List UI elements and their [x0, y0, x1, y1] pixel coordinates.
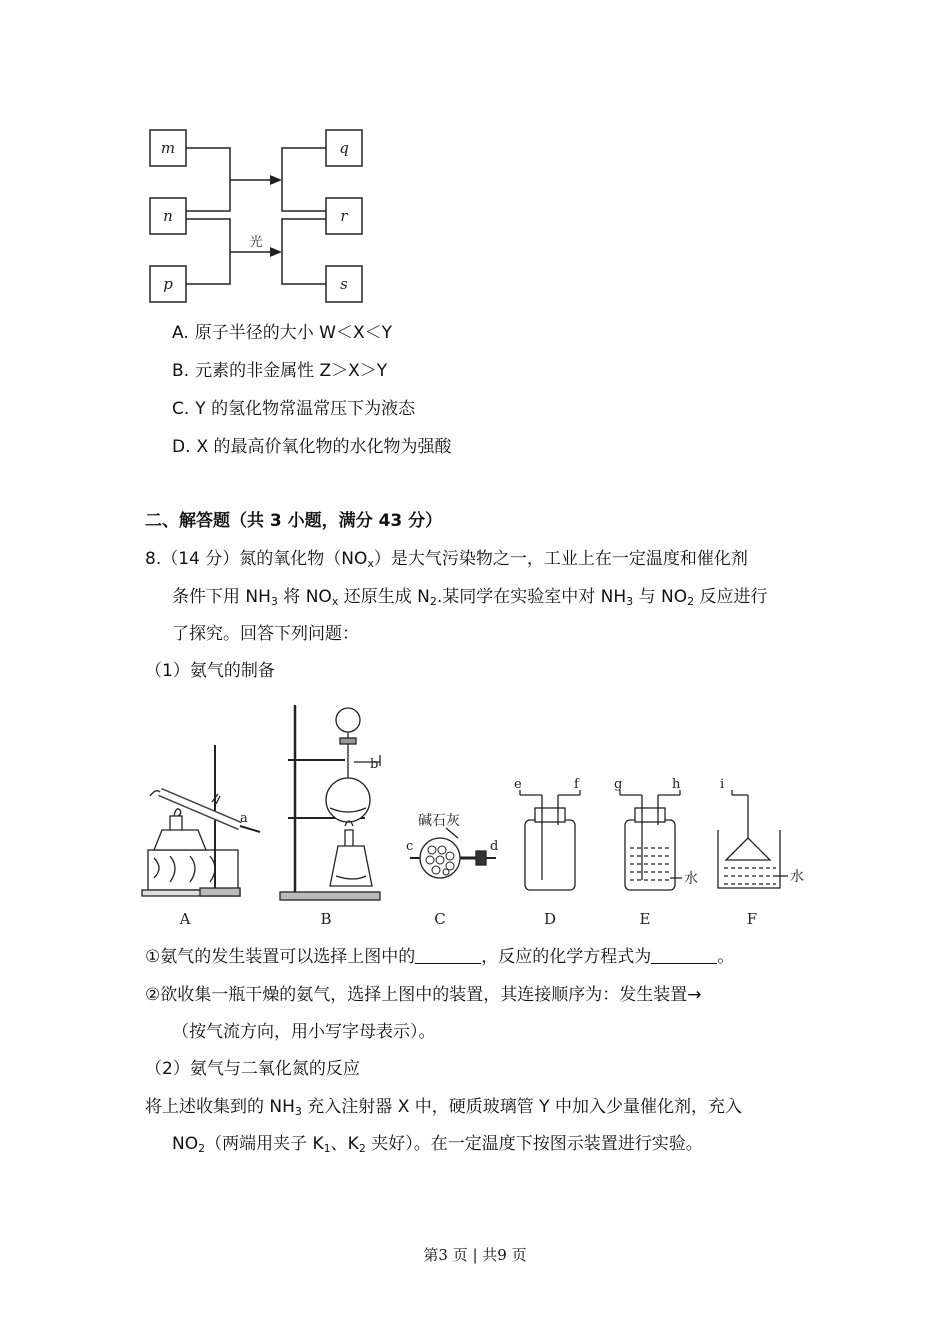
apparatus-d — [520, 790, 580, 890]
question-8-line-3: 了探究。回答下列问题： — [172, 624, 359, 644]
option-d: D. X 的最高价氧化物的水化物为强酸 — [172, 437, 452, 457]
box-q-label: q — [339, 139, 349, 157]
page-footer: 第3 页 | 共9 页 — [423, 1246, 527, 1264]
question-1-line: ①氨气的发生装置可以选择上图中的 ，反应的化学方程式为 。 — [145, 947, 735, 967]
question-2-line-1: ②欲收集一瓶干燥的氨气，选择上图中的装置，其连接顺序为：发生装置→ — [145, 985, 702, 1005]
label-f: F — [746, 910, 758, 928]
label-a: A — [179, 910, 191, 928]
label-c: C — [434, 910, 446, 928]
port-b: b — [370, 757, 379, 772]
port-g: g — [614, 777, 623, 792]
option-b: B. 元素的非金属性 Z＞X＞Y — [172, 361, 388, 381]
port-c: c — [406, 839, 414, 854]
part-2-title: （2）氨气与二氧化氮的反应 — [145, 1059, 360, 1079]
part-2-line-2: $NO_2$（两端用夹子 $K_1$、$K_2$ 夹好）。在一定温度下按图示装置进行实验。 — [172, 1134, 703, 1155]
water-label-f: 水 — [790, 869, 804, 885]
box-s-label: s — [340, 275, 348, 293]
option-c: C. Y 的氢化物常温常压下为液态 — [172, 399, 416, 419]
answer-blank-2[interactable] — [651, 947, 717, 964]
label-e: E — [639, 910, 651, 928]
apparatus-figure — [140, 700, 820, 935]
section-heading: 二、解答题（共 3 小题，满分 43 分） — [145, 511, 443, 531]
question-2-line-2: （按气流方向，用小写字母表示）。 — [172, 1022, 436, 1042]
question-8-line-1: 8.（14 分）氮的氧化物$(NO_x)$是大气污染物之一，工业上在一定温度和催化剂 — [145, 549, 748, 570]
port-f: f — [574, 777, 579, 792]
answer-blank-1[interactable] — [415, 947, 481, 964]
box-r-label: r — [340, 207, 348, 225]
port-i: i — [720, 777, 725, 792]
water-label-e: 水 — [684, 871, 698, 887]
part-1-title: （1）氨气的制备 — [145, 661, 275, 681]
option-a: A. 原子半径的大小 W＜X＜Y — [172, 323, 392, 343]
port-h: h — [672, 777, 681, 792]
apparatus-b — [280, 705, 380, 900]
box-n-label: n — [163, 207, 173, 225]
light-label: 光 — [249, 235, 263, 250]
label-b: B — [320, 910, 332, 928]
reaction-diagram — [140, 120, 380, 310]
box-p-label: p — [163, 275, 173, 293]
port-d: d — [490, 839, 499, 854]
port-e: e — [514, 777, 522, 792]
question-8-line-2: 条件下用 $NH_3$ 将 $NO_x$ 还原生成 $N_2$.某同学在实验室中对 $NH_3$ 与 $NO_2$ 反应进行 — [172, 587, 768, 608]
port-a: a — [240, 811, 248, 826]
apparatus-c — [410, 828, 499, 878]
box-m-label: m — [160, 139, 176, 157]
apparatus-e — [620, 790, 682, 890]
part-2-line-1: 将上述收集到的 $NH_3$ 充入注射器 X 中，硬质玻璃管 Y 中加入少量催化剂，充入 — [145, 1097, 742, 1118]
soda-lime-label: 碱石灰 — [418, 813, 460, 829]
apparatus-f — [718, 790, 788, 888]
label-d: D — [543, 910, 557, 928]
